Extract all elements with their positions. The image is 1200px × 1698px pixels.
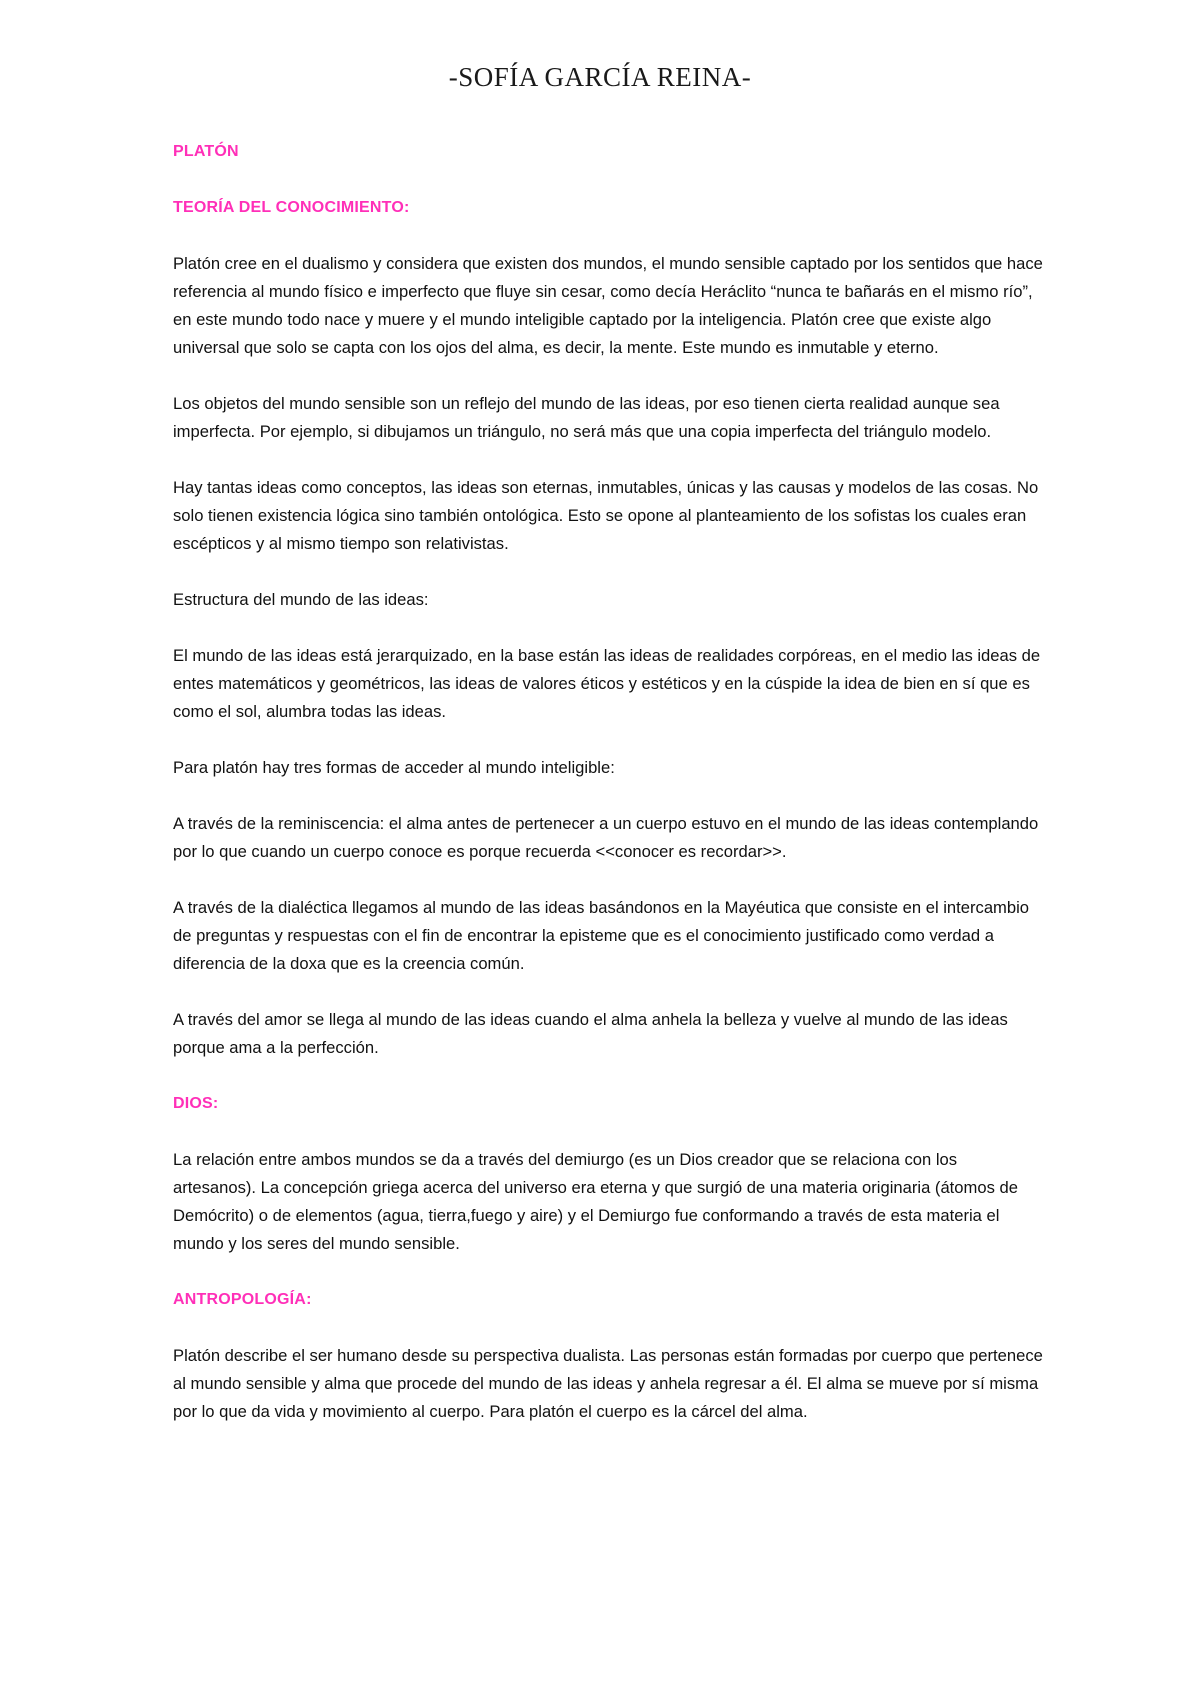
paragraph-dualismo: Platón cree en el dualismo y considera que existen dos mundos, el mundo sensible captado por los sentidos que hace referencia al mundo físico e imperfecto que fluye sin cesar, como decía Heráclito “nunca te bañarás en el mismo río”, en este mundo todo nace y muere y el mundo inteligible captado por la inteligencia. Platón cree que existe algo universal que solo se capta con los ojos del alma, es decir, la mente. Este mundo es inmutable y eterno.: [173, 254, 1043, 357]
paragraph-amor: A través del amor se llega al mundo de las ideas cuando el alma anhela la belleza y vuelve al mundo de las ideas porque ama a la perfección.: [173, 1010, 1008, 1057]
document-title: -SOFÍA GARCÍA REINA-: [448, 62, 752, 92]
paragraph-dialectica: A través de la dialéctica llegamos al mundo de las ideas basándonos en la Mayéutica que consiste en el intercambio de preguntas y respuestas con el fin de encontrar la episteme que es el conocimiento justificado como verdad a diferencia de la doxa que es la creencia común.: [173, 898, 1030, 973]
section-heading-teoria-conocimiento: TEORÍA DEL CONOCIMIENTO:: [173, 199, 410, 216]
paragraph-demiurgo: La relación entre ambos mundos se da a través del demiurgo (es un Dios creador que se relaciona con los artesanos). La concepción griega acerca del universo era eterna y que surgió de una materia originaria (átomos de Demócrito) o de elementos (agua, tierra,fuego y aire) y el Demiurgo fue conformando a través de esta materia el mundo y los seres del mundo sensible.: [173, 1150, 1018, 1253]
paragraph-ser-humano: Platón describe el ser humano desde su perspectiva dualista. Las personas están formadas por cuerpo que pertenece al mundo sensible y alma que procede del mundo de las ideas y anhela regresar a él. El alma se mueve por sí misma por lo que da vida y movimiento al cuerpo. Para platón el cuerpo es la cárcel del alma.: [173, 1346, 1043, 1421]
document-body: [173, 138, 1043, 1426]
section-heading-dios: DIOS:: [173, 1095, 219, 1112]
paragraph-estructura-title: Estructura del mundo de las ideas:: [173, 590, 429, 609]
paragraph-jerarquia: El mundo de las ideas está jerarquizado, en la base están las ideas de realidades corpóreas, en el medio las ideas de entes matemáticos y geométricos, las ideas de valores éticos y estéticos y en la cúspide la idea de bien en sí que es como el sol, alumbra todas las ideas.: [173, 646, 1041, 721]
paragraph-reminiscencia: A través de la reminiscencia: el alma antes de pertenecer a un cuerpo estuvo en el mundo de las ideas contemplando por lo que cuando un cuerpo conoce es porque recuerda <<conocer es recordar>>.: [173, 814, 1039, 861]
paragraph-ideas-conceptos: Hay tantas ideas como conceptos, las ideas son eternas, inmutables, únicas y las causas y modelos de las cosas. No solo tienen existencia lógica sino también ontológica. Esto se opone al planteamiento de los sofistas los cuales eran escépticos y al mismo tiempo son relativistas.: [173, 478, 1039, 553]
section-heading-antropologia: ANTROPOLOGÍA:: [173, 1291, 312, 1308]
paragraph-objetos-sensibles: Los objetos del mundo sensible son un reflejo del mundo de las ideas, por eso tienen cierta realidad aunque sea imperfecta. Por ejemplo, si dibujamos un triángulo, no será más que una copia imperfecta del triángulo modelo.: [173, 394, 1000, 441]
paragraph-formas-acceso: Para platón hay tres formas de acceder al mundo inteligible:: [173, 758, 615, 777]
section-heading-platon: PLATÓN: [173, 143, 239, 160]
